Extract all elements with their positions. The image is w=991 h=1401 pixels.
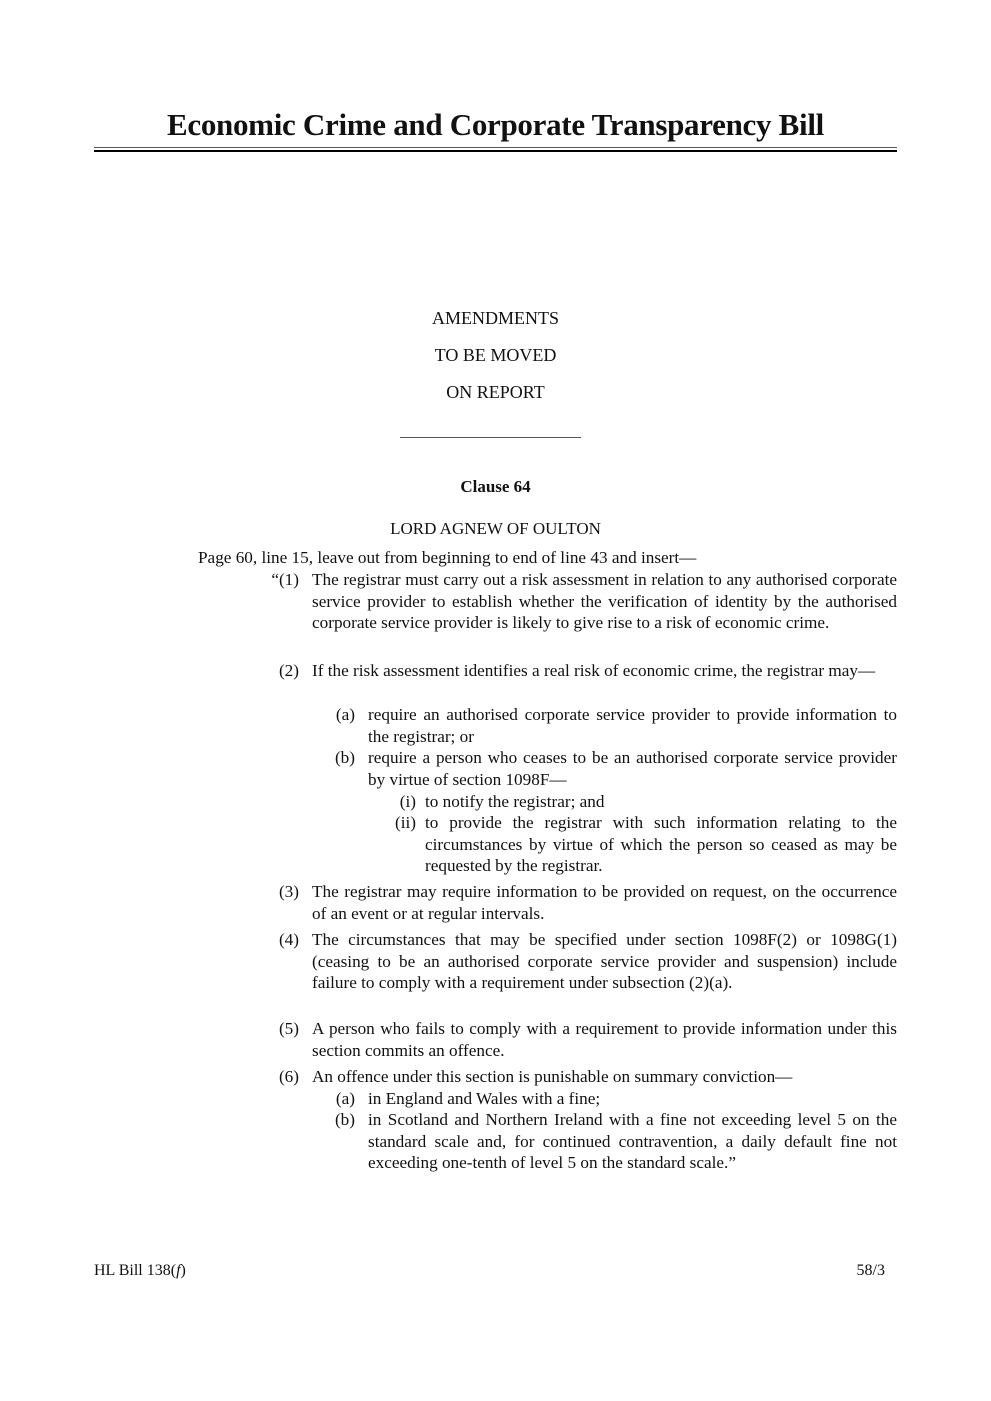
bill-reference-print-letter: f: [176, 1262, 181, 1279]
paragraph-text: require an authorised corporate service provider to provide information to the registrar; or: [368, 705, 897, 746]
subsection-label: (5): [278, 1019, 299, 1038]
section-divider: [400, 437, 581, 438]
subsection-text: The registrar must carry out a risk assessment in relation to any authorised corporate service provider to establish whether the verification of identity by the authorised corporate service provider is likely to give rise to a risk of economic crime.: [312, 570, 897, 633]
subsection-text: A person who fails to comply with a requirement to provide information under this section commits an offence.: [312, 1019, 897, 1060]
paragraph-label: (a): [335, 705, 355, 724]
heading-amendments: AMENDMENTS: [431, 308, 559, 328]
title-rule-thick: [94, 150, 897, 152]
title-rule-thin: [94, 147, 897, 148]
subsection-label: (2): [278, 661, 299, 680]
subsection-label: “(1): [271, 570, 299, 589]
subsection-text: The circumstances that may be specified under section 1098F(2) or 1098G(1) (ceasing to be an authorised corporate service provider and suspension) include failure to comply with a requirement under subsection (2)(a).: [312, 930, 897, 993]
paragraph-text: require a person who ceases to be an authorised corporate service provider by virtue of section 1098F—: [368, 748, 897, 789]
clause-heading: Clause 64: [460, 477, 531, 496]
subsection-label: (4): [278, 930, 299, 949]
subparagraph-label: (i): [399, 792, 416, 811]
subsection-label: (3): [278, 882, 299, 901]
paragraph-label: (a): [335, 1089, 355, 1108]
paragraph-label: (b): [334, 748, 355, 767]
amendment-instruction: Page 60, line 15, leave out from beginning to end of line 43 and insert—: [198, 548, 697, 567]
subsection-label: (6): [278, 1067, 299, 1086]
subsection-text: If the risk assessment identifies a real risk of economic crime, the registrar may—: [312, 661, 876, 680]
subsection-text: An offence under this section is punishable on summary conviction—: [312, 1067, 793, 1086]
heading-on-report: ON REPORT: [446, 382, 545, 402]
paragraph-label: (b): [334, 1110, 355, 1129]
bill-reference-close: ): [180, 1262, 186, 1279]
page-reference: 58/3: [856, 1262, 885, 1279]
paragraph-text: in Scotland and Northern Ireland with a fine not exceeding level 5 on the standard scale and, for continued contravention, a daily default fine not exceeding one-tenth of level 5 on the standard scale.”: [368, 1110, 897, 1173]
subparagraph-label: (ii): [395, 813, 416, 832]
subparagraph-text: to provide the registrar with such information relating to the circumstances by virtue of which the person so ceased as may be requested by the registrar.: [425, 813, 897, 876]
paragraph-text: in England and Wales with a fine;: [368, 1089, 601, 1108]
bill-reference-prefix: HL Bill 138(: [94, 1262, 177, 1279]
amendment-mover: LORD AGNEW OF OULTON: [390, 519, 601, 538]
bill-reference: [94, 1262, 186, 1280]
subparagraph-text: to notify the registrar; and: [425, 792, 605, 811]
subsection-text: The registrar may require information to be provided on request, on the occurrence of an event or at regular intervals.: [312, 882, 897, 923]
heading-to-be-moved: TO BE MOVED: [434, 345, 557, 365]
bill-title: Economic Crime and Corporate Transparency Bill: [167, 107, 824, 142]
